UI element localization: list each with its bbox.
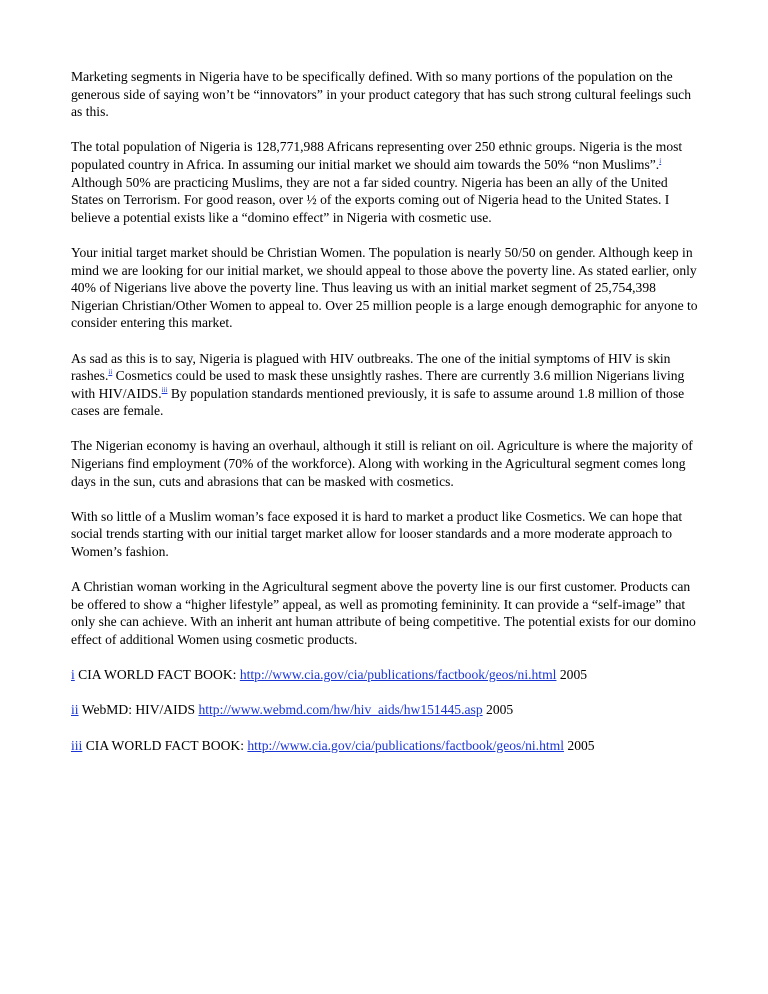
reference-year: 2005 xyxy=(556,667,588,683)
footnote-link-iii[interactable]: iii xyxy=(161,385,168,394)
paragraph-hiv xyxy=(71,350,701,420)
paragraph-hiv-text-1: As sad as this is to say, Nigeria is plagued with HIV outbreaks. The one of the initial symptoms of HIV is skin rashes. xyxy=(71,350,671,384)
paragraph-first-customer: A Christian woman working in the Agricultural segment above the poverty line is our first customer. Products can be offered to show a “higher lifestyle” appeal, as well as promoting femininity. It can provide a “self-image” that only she can achieve. With an inherit ant human attribute of being competitive. The potential exists for our domino effect of additional Women using cosmetic products. xyxy=(71,579,696,647)
paragraph-economy: The Nigerian economy is having an overhaul, although it still is reliant on oil. Agriculture is where the majority of Nigerians find employment (70% of the workforce). Along with working in the Agricultural segment comes long days in the sun, cuts and abrasions that can be masked with cosmetics. xyxy=(71,438,693,489)
reference-item xyxy=(71,737,701,755)
paragraph-hiv-text-3: By population standards mentioned previously, it is safe to assume around 1.8 million of those cases are female. xyxy=(71,385,685,419)
paragraph-hiv-text-2: Cosmetics could be used to mask these unsightly rashes. There are currently 3.6 million Nigerians living with HIV/AIDS. xyxy=(71,368,685,401)
paragraph-target-market: Your initial target market should be Christian Women. The population is nearly 50/50 on gender. Although keep in mind we are looking for our initial market, we should appeal to those above the poverty line. As stated earlier, only 40% of Nigerians live above the poverty line. Thus leaving us with an initial market segment of 25,754,398 Nigerian Christian/Other Women to appeal to. Over 25 million people is a large enough demographic for anyone to consider entering this market. xyxy=(71,244,698,331)
reference-source: WebMD: HIV/AIDS xyxy=(78,702,199,718)
paragraph-intro: Marketing segments in Nigeria have to be specifically defined. With so many portions of the population on the generous side of saying won’t be “innovators” in your product category that has such strong cultural feelings such as this. xyxy=(71,69,691,120)
reference-source: CIA WORLD FACT BOOK: xyxy=(82,737,248,753)
paragraph-population-text-2: Although 50% are practicing Muslims, they are not a far sided country. Nigeria has been an ally of the United States on Terrorism. For good reason, over ½ of the exports coming out of Nigeria head to the United States. I believe a potential exists like a “domino effect” in Nigeria with cosmetic use. xyxy=(71,174,670,225)
reference-item xyxy=(71,701,701,719)
reference-marker-link[interactable]: i xyxy=(71,667,75,683)
reference-year: 2005 xyxy=(564,737,595,753)
reference-marker-link[interactable]: iii xyxy=(71,737,83,753)
reference-url-link[interactable]: http://www.cia.gov/cia/publications/factbook/geos/ni.html xyxy=(247,737,565,753)
reference-marker-link[interactable]: ii xyxy=(71,702,79,718)
reference-url-link[interactable]: http://www.webmd.com/hw/hiv_aids/hw151445.asp xyxy=(198,702,483,718)
reference-year: 2005 xyxy=(482,702,514,718)
paragraph-population xyxy=(71,138,701,226)
paragraph-population-text-1: The total population of Nigeria is 128,771,988 Africans representing over 250 ethnic groups. Nigeria is the most populated country in Africa. In assuming our initial market we should aim towards the 50% “non Muslims”. xyxy=(71,139,683,172)
reference-url-link[interactable]: http://www.cia.gov/cia/publications/factbook/geos/ni.html xyxy=(239,667,557,683)
footnote-link-ii[interactable]: ii xyxy=(108,368,113,377)
footnote-link-i[interactable]: i xyxy=(659,156,662,165)
reference-item xyxy=(71,666,701,684)
reference-source: CIA WORLD FACT BOOK: xyxy=(74,667,240,683)
paragraph-muslim-women: With so little of a Muslim woman’s face exposed it is hard to market a product like Cosmetics. We can hope that social trends starting with our initial target market allow for looser standards and a more moderate approach to Women’s fashion. xyxy=(71,508,683,560)
document-body xyxy=(71,68,701,772)
